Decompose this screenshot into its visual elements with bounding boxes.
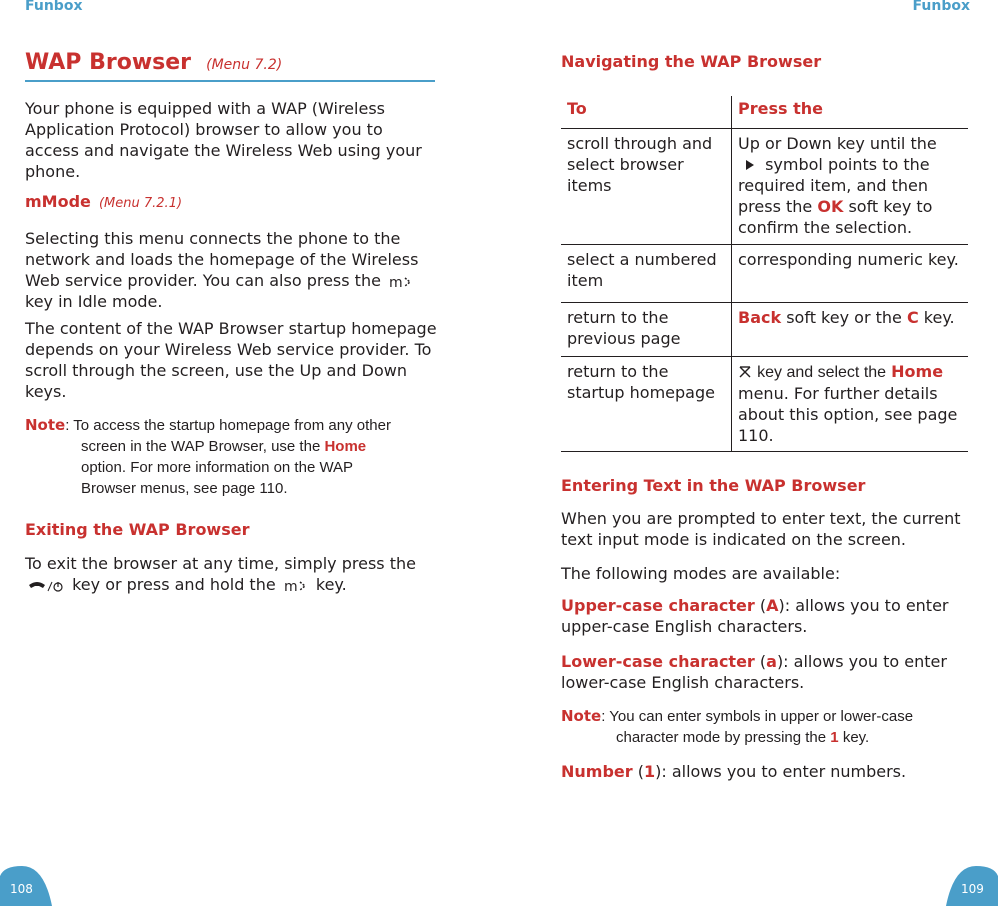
entering-heading: Entering Text in the WAP Browser [561,476,866,495]
row4-text-1: key and select the [757,363,887,381]
svg-text:m: m [389,274,403,289]
right-note-label: Note [561,707,602,725]
menu-number: (Menu 7.2) [206,57,283,73]
exit-text-3: key. [315,575,347,594]
end-power-key-icon [25,579,67,593]
right-note-line-2: character mode by pressing the [616,729,827,746]
nav-heading: Navigating the WAP Browser [561,52,822,71]
row2-press: corresponding numeric key. [738,249,959,269]
row1-text-1: Up or Down key until the [738,133,937,153]
mmode-title: mMode [25,192,91,211]
row4-text-2: menu. For further details about this option, see page 110. [738,383,958,445]
table-row [561,244,968,302]
entering-paragraph-1: When you are prompted to enter text, the current text input mode is indicated on the screen. [561,509,961,549]
note-line-3: option. For more information on the WAP [81,459,354,476]
row3-to: return to the previous page [561,302,732,356]
note-home: Home [324,438,367,455]
note-label: Note [25,416,66,434]
upper-text: ): allows you to enter upper-case English characters. [561,596,949,636]
right-running-header: Funbox [912,0,970,14]
right-note-key: 1 [830,729,839,746]
row1-ok: OK [817,196,844,216]
table-row [561,356,968,451]
right-note-line-1: : You can enter symbols in upper or lower-case [601,708,914,725]
number-letter: 1 [643,762,656,781]
exit-paragraph [25,553,437,595]
row1-to: scroll through and select browser items [561,128,732,244]
table-header-row [561,96,968,128]
number-label: Number [561,762,633,781]
row1-press [732,128,969,244]
row3-press [732,302,969,356]
row1-text-3: soft key to confirm the selection. [738,196,933,237]
mmode-p1-text: Selecting this menu connects the phone to the network and loads the homepage of the Wireless Web service provider. You can also press the [25,229,419,290]
section-title-block [25,50,435,75]
row4-press [732,356,969,451]
note-line-1: : To access the startup homepage from any other [65,417,391,434]
pointer-triangle-icon [738,158,760,172]
table-row [561,302,968,356]
right-page-number: 109 [961,882,984,896]
row3-text-2: key. [923,307,955,327]
table-row [561,128,968,244]
lower-letter: a [766,652,777,671]
mmode-paragraph-1 [25,228,437,312]
mmode-paragraph-2: The content of the WAP Browser startup homepage depends on your Wireless Web service provider. To scroll through the screen, use the Up and Down keys. [25,319,437,401]
left-page-number: 108 [10,882,33,896]
left-running-header: Funbox [25,0,83,14]
note-line-4: Browser menus, see page 110. [81,480,288,497]
lower-text: ): allows you to enter lower-case English characters. [561,652,947,692]
lower-label: Lower-case character [561,652,755,671]
note-line-2: screen in the WAP Browser, use the [81,438,321,455]
row3-c: C [906,307,919,327]
star-key-icon [738,365,752,379]
exit-heading: Exiting the WAP Browser [25,520,250,539]
exit-text-1: To exit the browser at any time, simply press the [25,554,416,573]
row4-home: Home [891,361,944,381]
row3-back: Back [738,307,782,327]
row4-to: return to the startup homepage [561,356,732,451]
nav-table [561,96,968,452]
row1-text-2: symbol points to the required item, and then press the [738,154,930,216]
number-mode: Number (1): allows you to enter numbers. [561,762,907,781]
intro-paragraph: Your phone is equipped with a WAP (Wireless Application Protocol) browser to allow you to access and navigate the Wireless Web using your phone. [25,99,422,181]
row3-text-1: soft key or the [786,307,902,327]
left-note [25,415,440,499]
mmode-heading [25,192,182,211]
nav-table-wrapper [561,96,968,452]
mmode-p1-end: key in Idle mode. [25,292,163,311]
mmode-key-icon-2 [281,579,311,593]
mmode-menu-number: (Menu 7.2.1) [98,196,183,211]
mmode-key-icon [386,275,416,289]
col-header-to: To [561,96,732,128]
upper-label: Upper-case character [561,596,755,615]
exit-text-2: key or press and hold the [72,575,276,594]
right-note-line-3: key. [842,729,870,746]
svg-text:m: m [283,578,298,593]
col-header-press: Press the [738,99,823,118]
title-divider [25,80,435,82]
upper-letter: A [766,596,779,615]
entering-paragraph-2: The following modes are available: [561,564,841,583]
right-note [561,706,976,748]
number-text: ): allows you to enter numbers. [655,762,907,781]
lower-case-mode: Lower-case character (a): allows you to enter lower-case English characters. [561,652,947,692]
row2-to: select a numbered item [561,244,732,302]
upper-case-mode: Upper-case character (A): allows you to enter upper-case English characters. [561,596,949,636]
page-title: WAP Browser [25,50,192,75]
